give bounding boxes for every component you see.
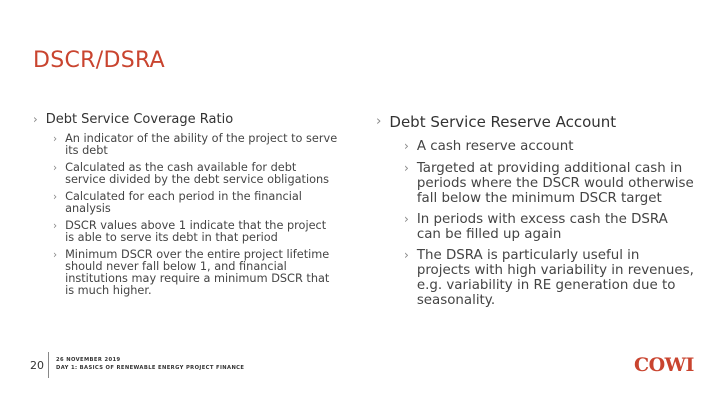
list-item: › Targeted at providing additional cash in periods where the DSCR would otherwise fall below the minimum DSCR target — [404, 160, 694, 206]
chevron-right-icon: › — [33, 112, 38, 126]
chevron-right-icon: › — [404, 211, 409, 226]
footer-course: DAY 1: BASICS OF RENEWABLE ENERGY PROJECT FINANCE — [56, 365, 245, 371]
chevron-right-icon: › — [53, 221, 58, 233]
list-item: › Minimum DSCR over the entire project lifetime should never fall below 1, and financial institutions may require a minimum DSCR that is much higher. — [53, 248, 330, 298]
right-heading — [376, 113, 696, 131]
list-item: › DSCR values above 1 indicate that the project is able to serve its debt in that period — [53, 219, 327, 245]
page-number: 20 — [30, 359, 44, 372]
chevron-right-icon: › — [53, 250, 58, 262]
chevron-right-icon: › — [404, 247, 409, 262]
list-item: › The DSRA is particularly useful in projects with high variability in revenues, e.g. variability in RE generation due to seasonality. — [404, 247, 694, 308]
list-item: › Calculated as the cash available for debt service divided by the debt service obligations — [53, 161, 330, 187]
list-item: › A cash reserve account — [404, 139, 574, 154]
chevron-right-icon: › — [404, 160, 409, 175]
left-heading — [33, 112, 338, 127]
chevron-right-icon: › — [53, 163, 58, 175]
list-item: › Calculated for each period in the financial analysis — [53, 190, 302, 216]
left-bullet-list — [33, 133, 338, 297]
footer-date: 26 NOVEMBER 2019 — [56, 357, 121, 363]
chevron-right-icon: › — [53, 192, 58, 204]
slide-title: DSCR/DSRA — [33, 48, 166, 73]
left-column — [33, 112, 338, 302]
footer-text — [56, 356, 244, 372]
chevron-right-icon: › — [376, 113, 382, 129]
cowi-logo: COWI — [634, 354, 694, 376]
chevron-right-icon: › — [404, 139, 409, 153]
chevron-right-icon: › — [53, 134, 58, 146]
footer-divider — [48, 352, 49, 378]
right-heading-text: Debt Service Reserve Account — [389, 113, 617, 131]
right-column — [376, 113, 696, 314]
right-bullet-list — [376, 139, 696, 308]
list-item: › In periods with excess cash the DSRA can be filled up again — [404, 211, 668, 242]
list-item: › An indicator of the ability of the project to serve its debt — [53, 132, 338, 158]
left-heading-text: Debt Service Coverage Ratio — [45, 112, 234, 127]
